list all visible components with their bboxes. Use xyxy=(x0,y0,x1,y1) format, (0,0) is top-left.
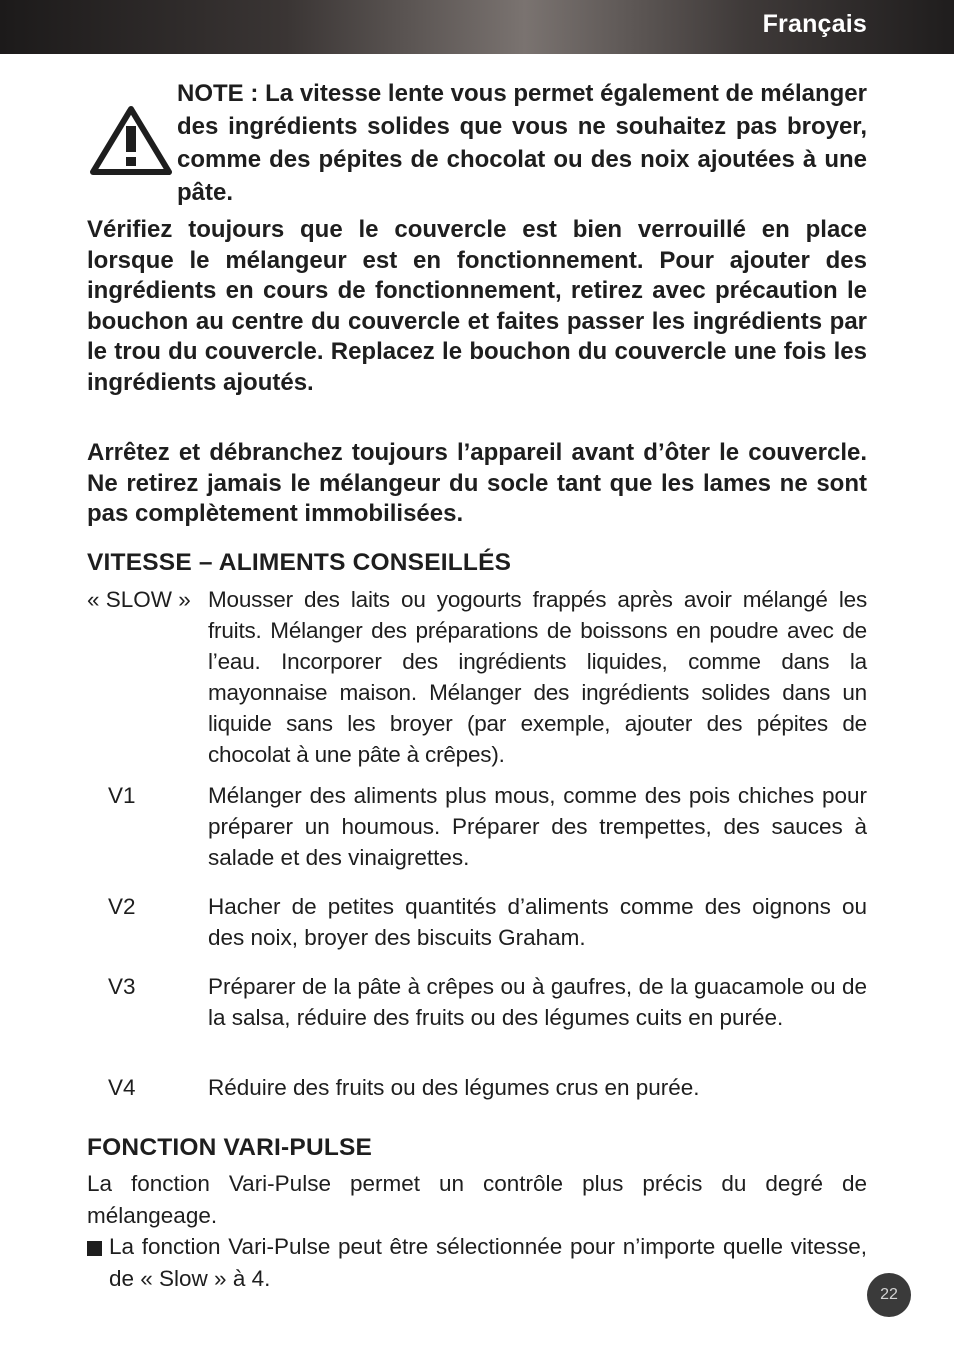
speed-desc-v3: Préparer de la pâte à crêpes ou à gaufres, de la guacamole ou de la salsa, réduire des fruits ou des légumes cuits en purée. xyxy=(208,974,867,1030)
warning-triangle-icon xyxy=(89,104,173,176)
language-label: Français xyxy=(762,10,867,38)
paragraph-lid-lock: Vérifiez toujours que le couvercle est bien verrouillé en place lorsque le mélangeur est en fonctionnement. Pour ajouter des ingrédients en cours de fonctionnement, retirez avec précaution le bouchon au centre du couvercle et faites passer les ingrédients par le trou du couvercle. Replacez le bouchon du couvercle une fois les ingrédients ajoutés. xyxy=(87,216,867,396)
speed-desc-slow: Mousser des laits ou yogourts frappés après avoir mélangé les fruits. Mélanger des préparations de boissons en poudre avec de l’eau. Incorporer des ingrédients liquides, comme dans la mayonnaise maison. Mélanger des ingrédients solides dans un liquide sans les broyer (par exemple, ajouter des pépites de chocolat à une pâte à crêpes). xyxy=(208,587,867,767)
bullet-square-icon xyxy=(87,1241,102,1256)
speed-desc-v2: Hacher de petites quantités d’aliments comme des oignons ou des noix, broyer des biscuits Graham. xyxy=(208,894,867,950)
pulse-section-title: FONCTION VARI-PULSE xyxy=(87,1134,373,1161)
speed-label-v1: V1 xyxy=(108,783,136,808)
speed-section-title: VITESSE – ALIMENTS CONSEILLÉS xyxy=(87,549,512,576)
speed-label-v3: V3 xyxy=(108,974,136,999)
speed-label-v4: V4 xyxy=(108,1075,136,1100)
paragraph-unplug: Arrêtez et débranchez toujours l’appareil avant d’ôter le couvercle. Ne retirez jamais le mélangeur du socle tant que les lames ne sont pas complètement immobilisées. xyxy=(87,439,867,528)
speed-desc-v1: Mélanger des aliments plus mous, comme des pois chiches pour préparer un houmous. Préparer des trempettes, des sauces à salade et des vinaigrettes. xyxy=(208,783,867,870)
pulse-bullet-text: La fonction Vari-Pulse peut être sélectionnée pour n’importe quelle vitesse, de « Slow » à 4. xyxy=(109,1234,867,1291)
pulse-section-text: La fonction Vari-Pulse permet un contrôle plus précis du degré de mélangeage. xyxy=(87,1171,867,1228)
speed-desc-v4: Réduire des fruits ou des légumes crus en purée. xyxy=(208,1075,700,1100)
speed-label-slow: « SLOW » xyxy=(87,587,191,612)
page-number-badge: 22 xyxy=(867,1273,911,1317)
header-bar xyxy=(0,0,954,54)
speed-label-v2: V2 xyxy=(108,894,136,919)
note-text: NOTE : La vitesse lente vous permet également de mélanger des ingrédients solides que vous ne souhaitez pas broyer, comme des pépites de chocolat ou des noix ajoutées à une pâte. xyxy=(177,80,867,206)
